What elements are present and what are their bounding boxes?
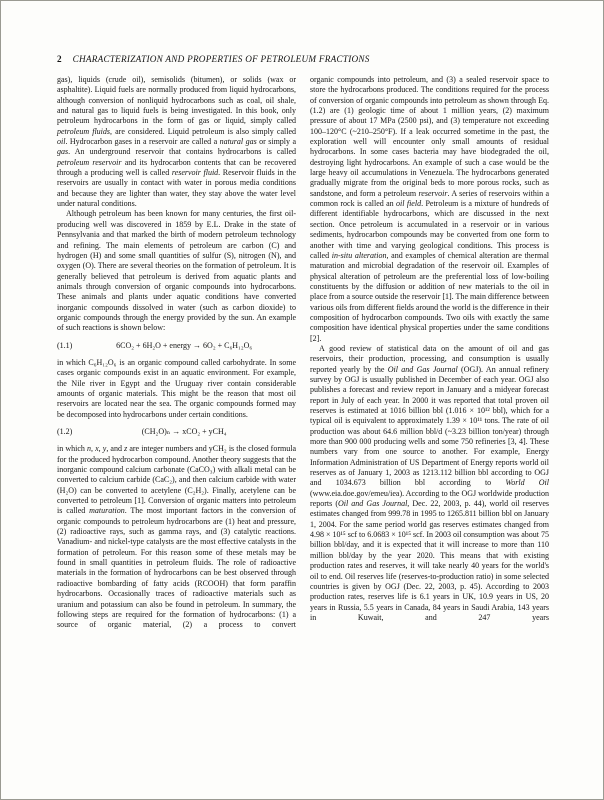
left-para-history: Although petroleum has been known for many centuries, the first oil-producing well was discovered in 1859 by E.L. Drake in the state of Pennsylvania and that marked the birth of modern petroleum technology and refining. The main elements of petroleum are carbon (C) and hydrogen (H) and some small quantities of sulfur (S), nitrogen (N), and oxygen (O). There are several theories on the formation of petroleum. It is generally believed that petroleum is derived from aquatic plants and animals through conversion of organic compounds into hydrocarbons. These animals and plants under aquatic conditions have converted inorganic compounds dissolved in water (such as carbon dioxide) to organic compounds through the energy provided by the sun. An example of such reactions is shown below: (57, 209, 296, 333)
left-para-carbohydrate: in which C₆H₁₂O₆ is an organic compound called carbohydrate. In some cases organic compounds exist in an aquatic environment. For example, the Nile river in Egypt and the Uruguay river contain considerable amounts of organic materials. This might be the reason that most oil reservoirs are located near the sea. The organic compounds formed may be decomposed into hydrocarbons under certain conditions. (57, 357, 296, 419)
page-number: 2 (57, 54, 62, 64)
left-para-intro: gas), liquids (crude oil), semisolids (bitumen), or solids (wax or asphaltite). Liquid fuels are normally produced from liquid hydrocarbons, although conversion of nonliquid hydrocarbons such as coal, oil shale, and natural gas to liquid fuels is being investigated. In this book, only petroleum hydrocarbons in the form of gas or liquid, simply called petroleum fluids, are considered. Liquid petroleum is also simply called oil. Hydrocarbon gases in a reservoir are called a natural gas or simply a gas. An underground reservoir that contains hydrocarbons is called petroleum reservoir and its hydrocarbon contents that can be recovered through a producing well is called reservoir fluid. Reservoir fluids in the reservoirs are usually in contact with water in porous media conditions and because they are lighter than water, they stay above the water level under natural conditions. (57, 75, 297, 209)
right-column (310, 75, 549, 631)
running-header (57, 54, 549, 64)
equation-1-1-formula: 6CO₂ + 6H₂O + energy → 6O₂ + C₆H₁₂O₆ (116, 340, 253, 350)
equation-1-2-formula: (CH₂O)ₙ → xCO₂ + yCH₄ (141, 427, 227, 436)
equation-1-2-label: (1.2) (57, 427, 73, 436)
chapter-running-title: CHARACTERIZATION AND PROPERTIES OF PETROLEUM FRACTIONS (72, 54, 370, 64)
right-para-statistics: A good review of statistical data on the amount of oil and gas reservoirs, their production, processing, and consumption is usually reported yearly by the Oil and Gas Journal (OGJ). An annual refinery survey by OGJ is usually published in December of each year. OGJ also publishes a forecast and review report in January and a midyear forecast report in July of each year. In 2000 it was reported that total proven oil reserves is estimated at 1016 billion bbl (1.016 × 10¹² bbl), which for a typical oil is equivalent to approximately 1.39 × 10¹¹ tons. The rate of oil production was about 64.6 million bbl/d (~3.23 billion ton/year) through more than 900 000 producing wells and some 750 refineries [3, 4]. These numbers vary from one source to another. For example, Energy Information Administration of US Department of Energy reports world oil reserves as of January 1, 2003 as 1213.112 billion bbl according to OGJ and 1034.673 billion bbl according to World Oil (www.eia.doe.gov/emeu/iea). According to the OGJ worldwide production reports (Oil and Gas Journal, Dec. 22, 2003, p. 44), world oil reserves estimates changed from 999.78 in 1995 to 1265.811 billion bbl on January 1, 2004. For the same period world gas reserves estimates changed from 4.98 × 10¹⁵ scf to 6.0683 × 10¹⁵ scf. In 2003 oil consumption was about 75 billion bbl/day, and it is expected that it will increase to more than 110 million bbl/day by the year 2020. This means that with existing production rates and reserves, it will take nearly 40 years for the world's oil to end. Oil reserves life (reserves-to-production ratio) in some selected countries is given by OGJ (Dec. 22, 2003, p. 45). According to 2003 production rates, reserves life is 6.1 years in UK, 10.9 years in US, 20 years in Russia, 5.5 years in Canada, 84 years in Saudi Arabia, 143 years in Kuwait, and 247 years (310, 343, 549, 622)
left-column (57, 75, 296, 631)
equation-1-1-label: (1.1) (57, 340, 73, 350)
right-para-formation: organic compounds into petroleum, and (3) a sealed reservoir space to store the hydrocarbons produced. The conditions required for the process of conversion of organic compounds into petroleum as shown through Eq. (1.2) are (1) geologic time of about 1 million years, (2) maximum pressure of about 17 MPa (2500 psi), and (3) temperature not exceeding 100–120°C (~210–250°F). If a leak occurred sometime in the past, the exploration well will encounter only small amounts of residual hydrocarbons. In some cases bacteria may have biodegraded the oil, destroying light hydrocarbons. An example of such a case would be the large heavy oil accumulations in Venezuela. The hydrocarbons generated gradually migrate from the original beds to more porous rocks, such as sandstone, and form a petroleum reservoir. A series of reservoirs within a common rock is called an oil field. Petroleum is a mixture of hundreds of different identifiable hydrocarbons, which are discussed in the next section. Once petroleum is accumulated in a reservoir or in various sediments, hydrocarbon compounds may be converted from one form to another with time and varying geological conditions. This process is called in-situ alteration, and examples of chemical alteration are thermal maturation and microbial degradation of the reservoir oil. Examples of physical alteration of petroleum are the preferential loss of low-boiling constituents by the diffusion or addition of new materials to the oil in place from a source outside the reservoir [1]. The main difference between various oils from different fields around the world is the difference in their composition of hydrocarbon compounds. Two oils with exactly the same composition have identical physical properties under the same conditions [2]. (310, 75, 550, 343)
equation-1-1 (57, 341, 296, 351)
text-columns (57, 75, 549, 631)
left-para-maturation: in which n, x, y, and z are integer numbers and yCH₂ is the closed formula for the produced hydrocarbon compound. Another theory suggests that the inorganic compound calcium carbonate (CaCO₃) with alkali metal can be converted to calcium carbide (CaC₂), and then calcium carbide with water (H₂O) can be converted to acetylene (C₂H₂). Finally, acetylene can be converted to petroleum [1]. Conversion of organic matters into petroleum is called maturation. The most important factors in the conversion of organic compounds to petroleum hydrocarbons are (1) heat and pressure, (2) radioactive rays, such as gamma rays, and (3) catalytic reactions. Vanadium- and nickel-type catalysts are the most effective catalysts in the formation of petroleum. For this reason some of these metals may be found in small quantities in petroleum fluids. The role of radioactive materials in the formation of hydrocarbons can be best observed through radioactive bombarding of fatty acids (RCOOH) that form paraffin hydrocarbons. Occasionally traces of radioactive materials such as uranium and potassium can also be found in petroleum. In summary, the following steps are required for the formation of hydrocarbons: (1) a source of organic material, (2) a process to convert (57, 444, 296, 630)
equation-1-2 (57, 427, 296, 437)
